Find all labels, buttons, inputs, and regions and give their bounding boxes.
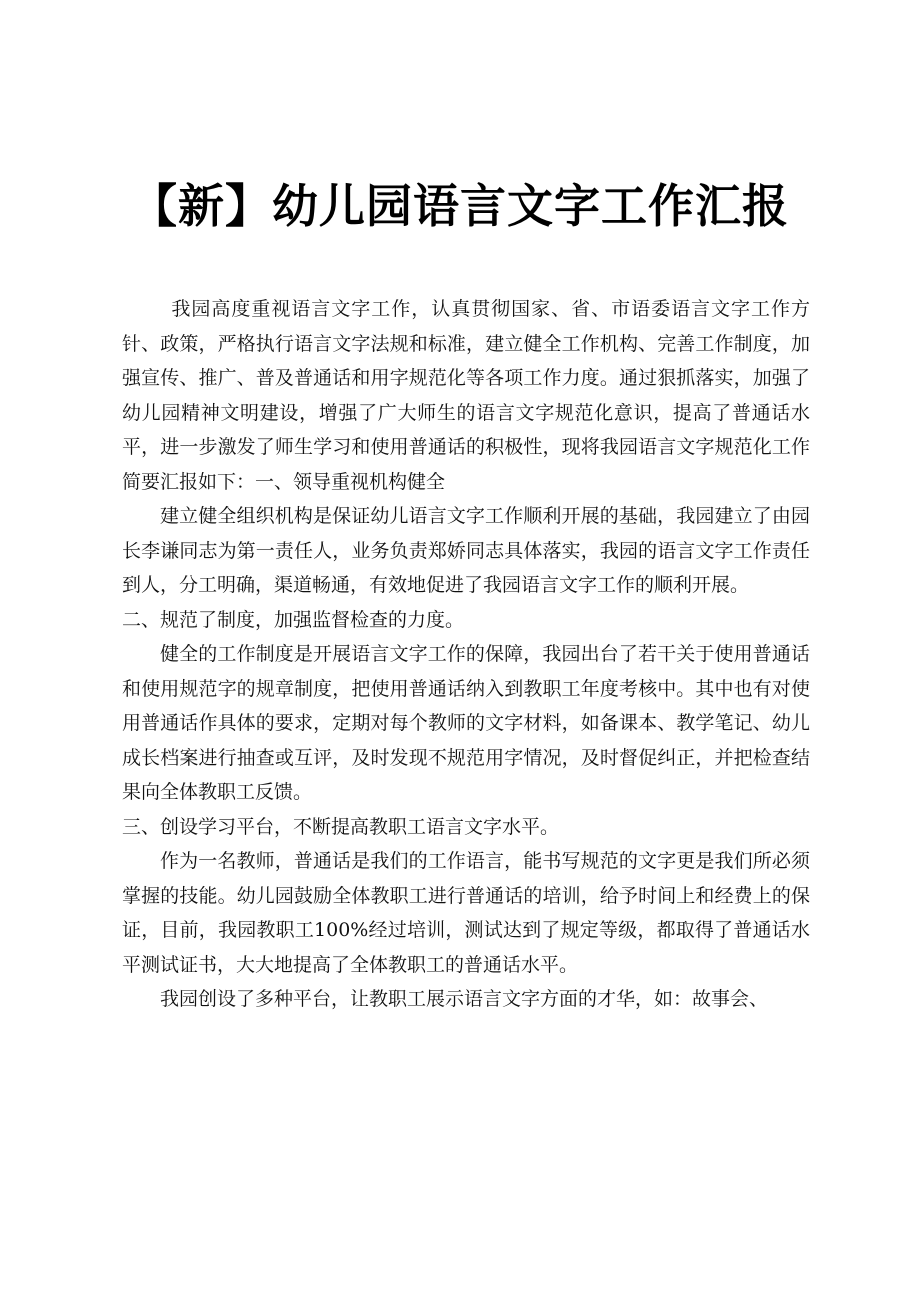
document-body: [122, 292, 810, 1017]
section3-paragraph-1: 作为一名教师，普通话是我们的工作语言，能书写规范的文字更是我们所必须掌握的技能。幼儿园鼓励全体教职工进行普通话的培训，给予时间上和经费上的保证，目前，我园教职工100%经过培训，测试达到了规定等级，都取得了普通话水平测试证书，大大地提高了全体教职工的普通话水平。: [122, 850, 810, 976]
section2-heading: 二、规范了制度，加强监督检查的力度。: [122, 608, 465, 631]
document-title: 【新】幼儿园语言文字工作汇报: [131, 179, 789, 233]
section2-paragraph: 健全的工作制度是开展语言文字工作的保障，我园出台了若干关于使用普通话和使用规范字的规章制度，把使用普通话纳入到教职工年度考核中。其中也有对使用普通话作具体的要求，定期对每个教师的文字材料，如备课本、教学笔记、幼儿成长档案进行抽查或互评，及时发现不规范用字情况，及时督促纠正，并把检查结果向全体教职工反馈。: [122, 643, 810, 803]
section3-heading: 三、创设学习平台，不断提高教职工语言文字水平。: [122, 815, 560, 838]
section3-paragraph-2: 我园创设了多种平台，让教职工展示语言文字方面的才华，如：故事会、: [160, 988, 769, 1010]
section1-paragraph: 建立健全组织机构是保证幼儿语言文字工作顺利开展的基础，我园建立了由园长李谦同志为第一责任人，业务负责郑娇同志具体落实，我园的语言文字工作责任到人，分工明确，渠道畅通，有效地促进了我园语言文字工作的顺利开展。: [122, 505, 810, 596]
intro-paragraph: 我园高度重视语言文字工作，认真贯彻国家、省、市语委语言文字工作方针、政策，严格执行语言文字法规和标准，建立健全工作机构、完善工作制度，加强宣传、推广、普及普通话和用字规范化等各项工作力度。通过狠抓落实，加强了幼儿园精神文明建设，增强了广大师生的语言文字规范化意识，提高了普通话水平，进一步激发了师生学习和使用普通话的积极性，现将我园语言文字规范化工作简要汇报如下：一、领导重视机构健全: [122, 298, 810, 493]
